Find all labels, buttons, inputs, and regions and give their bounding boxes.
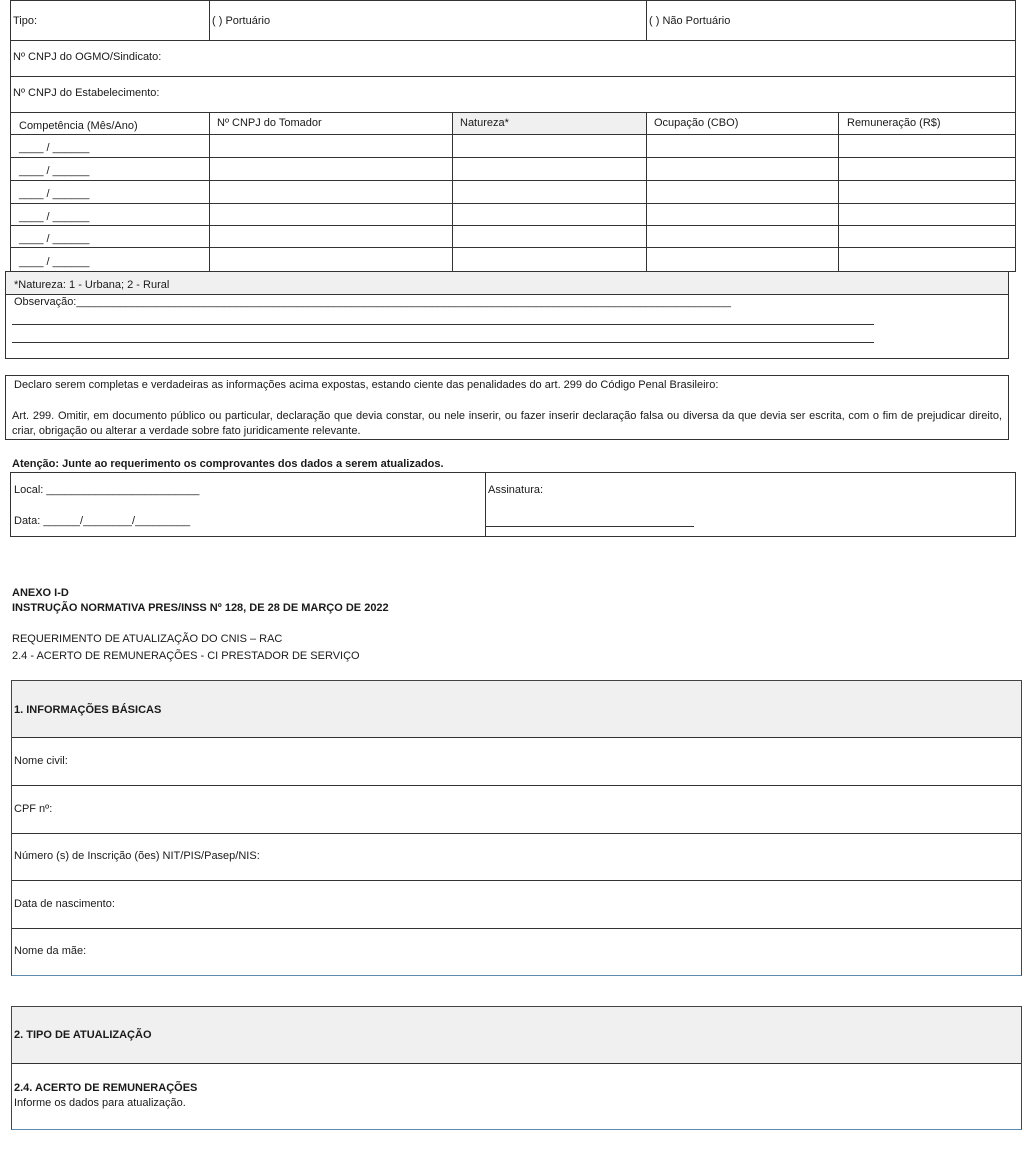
header-natureza: Natureza*	[460, 117, 509, 129]
nome-civil-field[interactable]: Nome civil:	[14, 755, 68, 767]
natureza-note: *Natureza: 1 - Urbana; 2 - Rural	[14, 279, 170, 291]
assinatura-label: Assinatura:	[488, 484, 544, 496]
section-informacoes-basicas	[11, 680, 1022, 976]
table-row[interactable]: ____ / ______	[19, 211, 90, 223]
header-cnpj-tomador: Nº CNPJ do Tomador	[217, 117, 322, 129]
header-competencia: Competência (Mês/Ano)	[19, 120, 138, 132]
observacao-field[interactable]: Observação:___________________________________________________________________________________________________________	[14, 296, 731, 308]
section2-sub-text: Informe os dados para atualização.	[14, 1097, 186, 1109]
annex-instrucao: INSTRUÇÃO NORMATIVA PRES/INSS Nº 128, DE 28 DE MARÇO DE 2022	[12, 602, 389, 614]
local-field[interactable]: Local: _________________________	[14, 484, 200, 496]
header-ocupacao: Ocupação (CBO)	[654, 117, 739, 129]
tipo-option-portuario[interactable]: ( ) Portuário	[212, 15, 271, 27]
observacao-box	[5, 271, 1009, 359]
section-tipo-atualizacao	[11, 1006, 1022, 1130]
section1-header-bg	[12, 681, 1021, 738]
table-row[interactable]: ____ / ______	[19, 233, 90, 245]
declaration-box	[5, 375, 1009, 440]
section2-sub-title: 2.4. ACERTO DE REMUNERAÇÕES	[14, 1082, 198, 1094]
table-row[interactable]: ____ / ______	[19, 256, 90, 268]
annex-sub: 2.4 - ACERTO DE REMUNERAÇÕES - CI PRESTADOR DE SERVIÇO	[12, 650, 360, 662]
assinatura-line[interactable]	[486, 526, 694, 527]
table-row[interactable]: ____ / ______	[19, 188, 90, 200]
annex-req: REQUERIMENTO DE ATUALIZAÇÃO DO CNIS – RAC	[12, 633, 283, 645]
section1-header: 1. INFORMAÇÕES BÁSICAS	[14, 704, 162, 716]
cpf-field[interactable]: CPF nº:	[14, 803, 53, 815]
observacao-line-2[interactable]	[12, 324, 874, 325]
section2-header-bg	[12, 1007, 1021, 1064]
declaration-text: Declaro serem completas e verdadeiras as informações acima expostas, estando ciente das penalidades do art. 299 do Código Penal Brasileiro:	[14, 379, 719, 391]
observacao-line-3[interactable]	[12, 342, 874, 343]
annex-title: ANEXO I-D	[12, 587, 69, 599]
cnpj-estabelecimento-field[interactable]: Nº CNPJ do Estabelecimento:	[13, 87, 160, 99]
header-remuneracao: Remuneração (R$)	[847, 117, 941, 129]
table-row[interactable]: ____ / ______	[19, 142, 90, 154]
data-nascimento-field[interactable]: Data de nascimento:	[14, 898, 115, 910]
table-row[interactable]: ____ / ______	[19, 165, 90, 177]
tipo-option-nao-portuario[interactable]: ( ) Não Portuário	[649, 15, 731, 27]
nit-field[interactable]: Número (s) de Inscrição (ões) NIT/PIS/Pasep/NIS:	[14, 850, 260, 862]
cnpj-ogmo-field[interactable]: Nº CNPJ do OGMO/Sindicato:	[13, 51, 162, 63]
art-299-text: Art. 299. Omitir, em documento público ou particular, declaração que devia constar, ou nele inserir, ou fazer inserir declaração falsa ou diversa da que devia ser escrita, com o fim de prejudicar direito, criar, obrigação ou alterar a verdade sobre fato juridicamente relevante.	[12, 410, 1002, 437]
data-field[interactable]: Data: ______/________/_________	[14, 515, 191, 527]
nome-mae-field[interactable]: Nome da mãe:	[14, 945, 87, 957]
signature-box	[10, 472, 1016, 537]
atencao-text: Atenção: Junte ao requerimento os comprovantes dos dados a serem atualizados.	[12, 458, 444, 470]
section2-header: 2. TIPO DE ATUALIZAÇÃO	[14, 1029, 152, 1041]
tipo-label: Tipo:	[13, 15, 38, 27]
